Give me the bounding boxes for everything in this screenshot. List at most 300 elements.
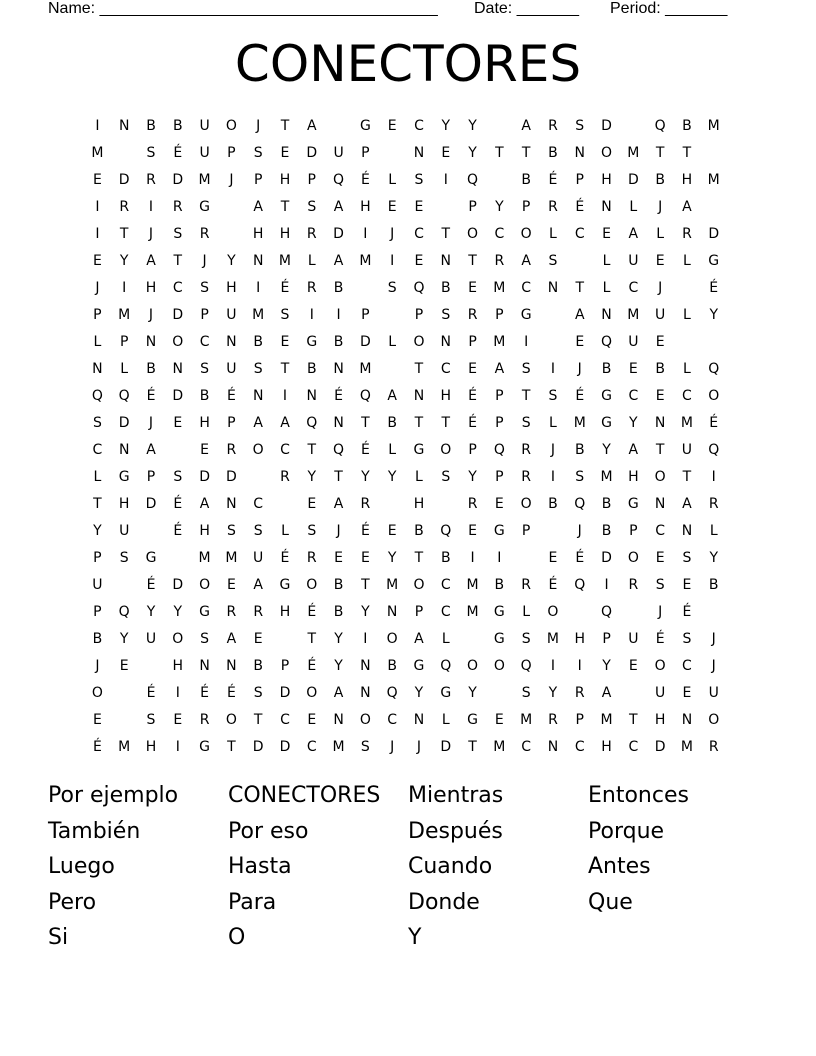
grid-letter: R (548, 117, 558, 134)
grid-letter: N (654, 414, 666, 431)
word-bank-item: Antes (588, 854, 651, 879)
grid-letter: T (280, 198, 290, 215)
grid-letter: B (414, 522, 424, 539)
grid-letter: R (146, 171, 156, 188)
grid-letter: S (119, 549, 129, 566)
grid-letter: A (146, 252, 156, 269)
grid-letter: L (388, 441, 397, 458)
grid-letter: E (494, 495, 504, 512)
grid-letter: R (574, 684, 585, 701)
grid-letter: G (440, 684, 452, 701)
grid-letter: P (253, 171, 263, 188)
grid-letter: Q (601, 333, 613, 350)
grid-letter: B (146, 117, 156, 134)
word-bank-item: También (48, 818, 141, 844)
grid-letter: É (226, 684, 236, 701)
grid-letter: E (200, 441, 210, 458)
grid-letter: S (173, 225, 183, 242)
grid-letter: J (95, 279, 100, 296)
grid-letter: A (306, 117, 317, 134)
grid-letter: Q (333, 441, 345, 458)
grid-letter: D (627, 171, 639, 188)
grid-letter: T (280, 360, 290, 377)
grid-letter: M (520, 711, 533, 728)
grid-letter: B (494, 576, 505, 593)
grid-letter: C (280, 441, 290, 458)
grid-letter: D (172, 576, 184, 593)
grid-letter: E (414, 252, 424, 269)
word-bank-item: Para (228, 889, 277, 915)
grid-letter: É (173, 144, 183, 161)
grid-letter: T (575, 279, 585, 296)
grid-letter: T (334, 468, 343, 485)
grid-letter: M (600, 711, 613, 728)
grid-letter: B (146, 360, 156, 377)
grid-letter: A (199, 495, 210, 512)
grid-letter: N (681, 522, 693, 539)
grid-letter: A (333, 198, 344, 215)
grid-letter: S (548, 387, 558, 404)
grid-letter: I (363, 225, 368, 242)
grid-letter: S (575, 117, 585, 134)
grid-letter: P (575, 171, 584, 188)
grid-letter: C (521, 279, 532, 296)
grid-letter: S (682, 549, 692, 566)
grid-letter: N (360, 657, 371, 674)
grid-letter: S (387, 279, 397, 296)
grid-letter: R (253, 603, 264, 620)
grid-letter: E (655, 252, 665, 269)
grid-letter: D (279, 684, 291, 701)
grid-letter: Q (333, 171, 345, 188)
grid-letter: D (306, 144, 318, 161)
grid-letter (727, 139, 754, 166)
grid-letter: P (575, 711, 584, 728)
grid-letter: D (199, 468, 210, 485)
grid-letter: E (628, 657, 638, 674)
grid-letter: M (707, 117, 720, 134)
grid-letter: B (333, 603, 344, 620)
grid-letter: M (466, 603, 479, 620)
word-bank-item: Luego (48, 854, 115, 879)
grid-letter: O (359, 711, 371, 728)
grid-letter: L (307, 252, 316, 269)
grid-letter: T (307, 630, 317, 647)
grid-letter: D (145, 495, 157, 512)
word-bank-item: Que (588, 889, 633, 915)
grid-letter: E (468, 360, 477, 377)
grid-letter: I (363, 630, 368, 647)
grid-letter: I (336, 306, 341, 323)
grid-letter: N (306, 387, 318, 404)
grid-letter (540, 517, 567, 544)
word-bank-item: Después (408, 818, 503, 844)
grid-letter: O (467, 657, 479, 674)
grid-letter: D (118, 171, 130, 188)
grid-letter: I (497, 549, 502, 566)
grid-letter: A (682, 198, 692, 215)
grid-letter: N (413, 711, 425, 728)
grid-letter: S (548, 252, 558, 269)
grid-letter: Q (91, 387, 103, 404)
grid-letter: N (252, 387, 264, 404)
grid-letter: T (629, 711, 638, 728)
grid-letter: B (387, 414, 397, 431)
grid-letter (727, 571, 754, 598)
grid-letter: G (467, 711, 478, 728)
grid-letter: C (306, 738, 317, 755)
grid-letter: R (521, 441, 532, 458)
grid-letter: E (494, 711, 504, 728)
grid-letter: D (172, 387, 184, 404)
grid-letter: O (172, 333, 184, 350)
grid-letter: M (627, 144, 640, 161)
grid-letter: H (681, 171, 693, 188)
grid-letter (245, 463, 272, 490)
grid-letter: J (550, 441, 556, 458)
grid-letter: M (359, 360, 372, 377)
grid-letter: Q (520, 657, 532, 674)
grid-letter: B (601, 360, 612, 377)
grid-letter: I (95, 117, 100, 134)
grid-letter: I (122, 279, 127, 296)
grid-letter: G (520, 306, 532, 323)
grid-letter: E (173, 711, 183, 728)
grid-letter: L (388, 171, 397, 188)
grid-letter: R (360, 495, 371, 512)
grid-letter: J (711, 657, 716, 674)
grid-letter: B (333, 576, 344, 593)
grid-letter: U (708, 684, 719, 701)
grid-letter: T (414, 414, 424, 431)
grid-letter: T (414, 360, 424, 377)
grid-letter: N (413, 144, 425, 161)
grid-letter: Y (602, 441, 611, 458)
grid-letter: S (414, 171, 424, 188)
grid-letter: G (118, 468, 130, 485)
grid-letter: D (601, 117, 612, 134)
grid-letter: L (415, 468, 423, 485)
grid-letter: U (226, 306, 237, 323)
grid-letter: Y (495, 198, 504, 215)
grid-letter: R (708, 738, 719, 755)
grid-letter: R (226, 603, 237, 620)
grid-letter: É (173, 522, 183, 539)
grid-letter: J (229, 171, 234, 188)
grid-letter: R (467, 306, 478, 323)
grid-letter: O (225, 711, 237, 728)
grid-letter: I (550, 468, 556, 485)
grid-letter: G (708, 252, 720, 269)
grid-letter: A (280, 414, 290, 431)
grid-letter: M (493, 738, 506, 755)
grid-letter: L (549, 225, 557, 242)
grid-letter: É (575, 387, 585, 404)
grid-letter (727, 409, 754, 436)
grid-letter: C (628, 738, 639, 755)
grid-letter: A (601, 684, 612, 701)
grid-letter: C (574, 738, 585, 755)
grid-letter (432, 193, 459, 220)
grid-letter: E (307, 711, 317, 728)
grid-letter: O (225, 117, 237, 134)
grid-letter: M (91, 144, 104, 161)
grid-letter: E (602, 225, 611, 242)
grid-letter: O (601, 144, 613, 161)
grid-letter: S (682, 630, 692, 647)
grid-letter: P (495, 306, 504, 323)
grid-letter: O (413, 333, 425, 350)
grid-letter: S (307, 198, 317, 215)
grid-letter: É (709, 414, 719, 431)
grid-letter (727, 193, 754, 220)
grid-letter: É (146, 684, 156, 701)
grid-letter: Y (468, 468, 477, 485)
grid-letter: Q (359, 387, 371, 404)
grid-letter: Y (709, 549, 718, 566)
grid-letter (700, 328, 727, 355)
grid-letter: T (253, 711, 263, 728)
grid-letter: J (711, 630, 716, 647)
word-bank-item: CONECTORES (228, 783, 381, 808)
grid-letter: C (574, 225, 585, 242)
grid-letter: Y (334, 630, 343, 647)
word-bank-item: Entonces (588, 783, 689, 808)
grid-letter: E (280, 333, 290, 350)
grid-letter: Q (708, 360, 720, 377)
grid-letter: B (306, 360, 317, 377)
grid-letter (620, 679, 647, 706)
grid-letter: J (336, 522, 341, 539)
grid-letter: G (493, 603, 505, 620)
grid-letter: P (468, 333, 477, 350)
grid-letter: O (520, 225, 532, 242)
grid-letter: D (601, 549, 612, 566)
grid-letter: L (629, 198, 638, 215)
grid-letter: J (148, 306, 154, 323)
grid-letter: É (280, 549, 290, 566)
grid-letter: N (654, 495, 666, 512)
grid-letter: H (199, 414, 210, 431)
grid-letter: C (199, 333, 210, 350)
grid-letter: Q (118, 387, 130, 404)
grid-letter: Y (468, 684, 477, 701)
grid-letter: B (440, 279, 451, 296)
grid-letter (111, 706, 138, 733)
grid-letter (727, 598, 754, 625)
grid-letter (727, 220, 754, 247)
grid-letter: A (414, 630, 424, 647)
grid-letter: D (172, 171, 184, 188)
grid-letter: S (521, 360, 531, 377)
grid-letter: R (226, 441, 237, 458)
grid-letter (674, 274, 701, 301)
grid-letter: M (493, 279, 506, 296)
grid-letter: É (682, 603, 692, 620)
grid-letter: T (682, 468, 692, 485)
grid-letter: I (282, 387, 288, 404)
grid-letter: S (307, 522, 317, 539)
grid-letter: É (307, 603, 317, 620)
grid-letter: É (709, 279, 719, 296)
grid-letter: B (601, 522, 612, 539)
grid-letter: N (226, 657, 237, 674)
grid-letter: A (628, 441, 639, 458)
grid-letter: E (655, 549, 665, 566)
grid-letter: Q (440, 522, 452, 539)
grid-letter: U (655, 684, 666, 701)
grid-letter: H (199, 522, 210, 539)
grid-letter (727, 490, 754, 517)
grid-letter: S (441, 306, 451, 323)
word-bank-item: Cuando (408, 854, 493, 879)
grid-letter: É (280, 279, 290, 296)
grid-letter: P (495, 414, 504, 431)
grid-letter: O (252, 441, 264, 458)
word-bank-item: Y (408, 925, 422, 950)
grid-letter: E (119, 657, 129, 674)
grid-letter: N (118, 441, 130, 458)
grid-letter: L (683, 306, 691, 323)
grid-letter: N (333, 711, 344, 728)
word-search-grid (84, 112, 754, 760)
grid-letter: T (361, 414, 370, 431)
grid-letter: U (655, 306, 666, 323)
grid-letter: O (467, 225, 479, 242)
grid-letter: G (145, 549, 157, 566)
grid-letter: N (226, 333, 237, 350)
grid-letter (700, 193, 727, 220)
grid-letter: B (548, 495, 558, 512)
grid-letter: C (628, 279, 639, 296)
grid-letter: T (495, 144, 504, 161)
grid-letter: E (360, 549, 370, 566)
grid-letter: N (574, 144, 585, 161)
grid-letter (459, 625, 486, 652)
grid-letter: O (493, 657, 505, 674)
grid-letter: N (601, 306, 612, 323)
grid-letter: T (682, 144, 692, 161)
grid-letter: U (92, 576, 103, 593)
grid-letter: M (118, 306, 131, 323)
grid-letter: S (575, 468, 585, 485)
grid-letter: D (654, 738, 666, 755)
grid-letter: Y (146, 603, 156, 620)
grid-letter: Y (93, 522, 102, 539)
grid-letter: Y (548, 684, 558, 701)
grid-letter: P (602, 630, 611, 647)
grid-letter: O (172, 630, 184, 647)
grid-letter: Y (361, 468, 370, 485)
grid-letter: S (173, 468, 183, 485)
grid-letter: E (468, 279, 477, 296)
grid-letter: T (173, 252, 183, 269)
grid-letter: D (708, 225, 720, 242)
word-bank-item: Donde (408, 889, 480, 915)
grid-letter: R (172, 198, 183, 215)
grid-letter: C (414, 117, 424, 134)
grid-letter: U (119, 522, 130, 539)
grid-letter: E (280, 144, 290, 161)
grid-letter: J (658, 279, 663, 296)
grid-letter: G (199, 198, 211, 215)
grid-letter (727, 733, 754, 760)
grid-letter: O (654, 468, 666, 485)
grid-letter: I (443, 171, 448, 188)
grid-letter: M (198, 549, 211, 566)
grid-letter: É (655, 630, 665, 647)
grid-letter: A (253, 576, 263, 593)
grid-letter (379, 139, 406, 166)
grid-letter: M (118, 738, 131, 755)
grid-letter: A (521, 252, 531, 269)
grid-letter (164, 436, 191, 463)
grid-letter: A (226, 630, 237, 647)
grid-letter: U (628, 252, 639, 269)
grid-letter: O (547, 603, 559, 620)
grid-letter: A (521, 117, 531, 134)
name-field-label: Name: ______________________________________ (48, 0, 438, 17)
grid-letter: O (520, 495, 532, 512)
grid-letter (727, 463, 754, 490)
grid-letter: R (521, 468, 532, 485)
grid-letter (727, 436, 754, 463)
grid-letter (727, 328, 754, 355)
grid-letter: C (682, 657, 692, 674)
grid-letter (700, 139, 727, 166)
grid-letter: Q (574, 495, 586, 512)
grid-letter: H (360, 198, 371, 215)
student-info-header (48, 0, 748, 20)
grid-letter: J (416, 738, 422, 755)
grid-letter: I (256, 279, 261, 296)
grid-letter: T (655, 441, 665, 458)
grid-letter (379, 490, 406, 517)
grid-letter: E (682, 684, 692, 701)
grid-letter: J (202, 252, 207, 269)
grid-letter: D (359, 333, 371, 350)
grid-letter: E (387, 117, 397, 134)
grid-letter (727, 247, 754, 274)
grid-letter: E (307, 495, 317, 512)
grid-letter: H (226, 279, 237, 296)
grid-letter: H (654, 711, 666, 728)
grid-letter: B (92, 630, 103, 647)
grid-letter: A (628, 225, 639, 242)
grid-letter: M (573, 414, 586, 431)
grid-letter: R (306, 549, 317, 566)
grid-letter (727, 166, 754, 193)
grid-letter: É (575, 549, 585, 566)
grid-letter: P (629, 522, 638, 539)
grid-letter: O (91, 684, 103, 701)
grid-letter: E (92, 711, 102, 728)
grid-letter: L (522, 603, 531, 620)
grid-letter: É (334, 387, 343, 404)
grid-letter: É (146, 576, 156, 593)
grid-letter: N (413, 387, 425, 404)
grid-letter: B (253, 333, 263, 350)
grid-letter: J (658, 198, 663, 215)
grid-letter: N (226, 495, 237, 512)
grid-letter: L (281, 522, 289, 539)
grid-letter: C (92, 441, 103, 458)
grid-letter: P (521, 198, 531, 215)
grid-letter: U (628, 333, 639, 350)
grid-letter: B (440, 549, 451, 566)
grid-letter: G (601, 387, 612, 404)
grid-letter: A (574, 306, 585, 323)
